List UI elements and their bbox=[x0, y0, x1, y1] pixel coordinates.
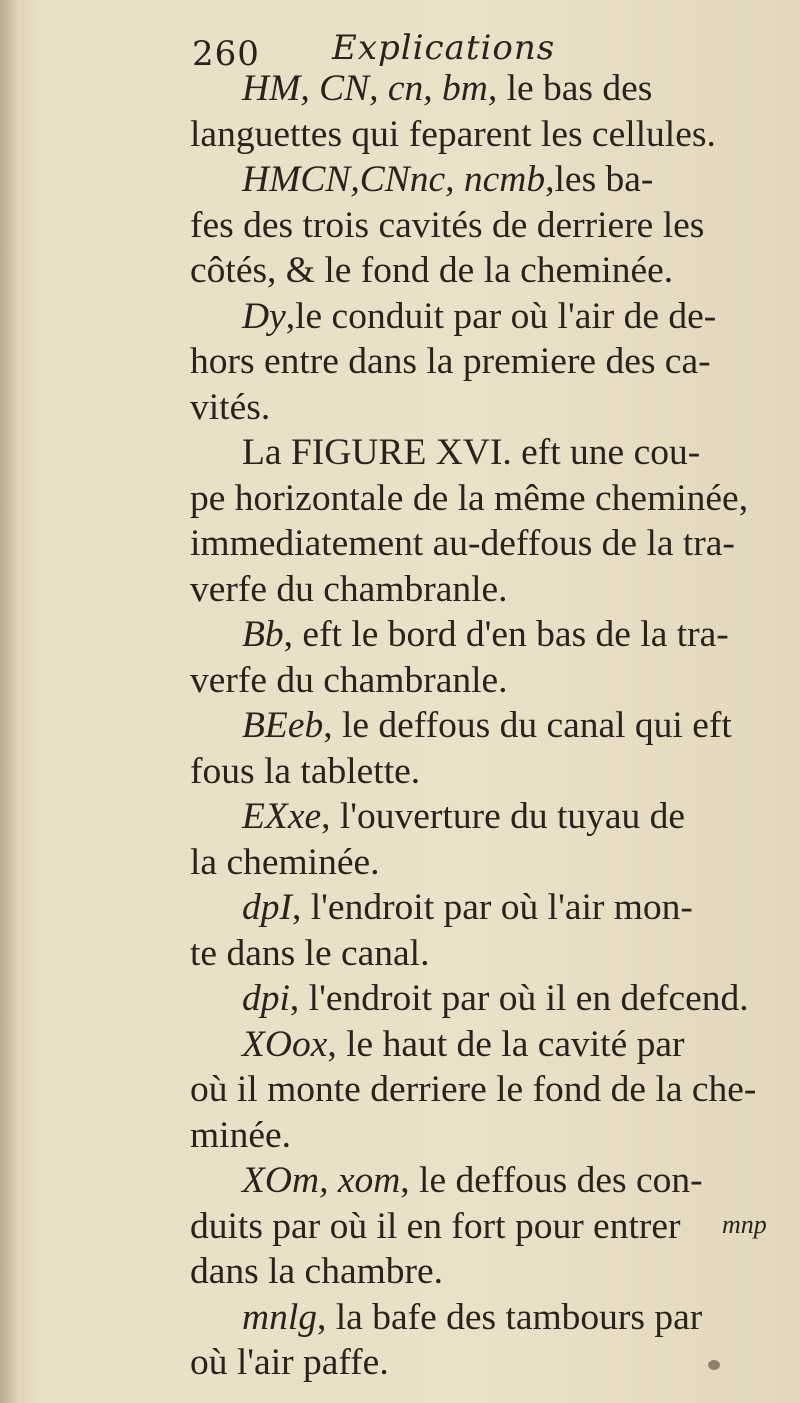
line-text: , le deffous des con- bbox=[400, 1160, 703, 1201]
line-text: languettes qui feparent les cellules. bbox=[190, 113, 716, 155]
line-text: ,le conduit par où l'air de de- bbox=[285, 295, 717, 337]
line-text: , la bafe des tambours par bbox=[317, 1296, 703, 1338]
line-text: , l'endroit par où il en defcend. bbox=[289, 978, 749, 1019]
text-line bbox=[190, 1067, 800, 1113]
line-text: hors entre dans la premiere des ca- bbox=[190, 341, 711, 382]
line-text: côtés, & le fond de la cheminée. bbox=[190, 250, 674, 291]
text-line bbox=[190, 385, 800, 431]
line-text: vités. bbox=[190, 386, 271, 428]
text-line bbox=[190, 703, 800, 749]
text-line bbox=[190, 203, 800, 249]
figure-label: BEeb bbox=[242, 705, 324, 746]
line-text: fes des trois cavités de derriere les bbox=[190, 204, 705, 246]
figure-label: mnlg bbox=[242, 1296, 317, 1338]
page-gutter-shadow bbox=[0, 0, 18, 1403]
line-text: , eft le bord d'en bas de la tra- bbox=[283, 614, 729, 655]
running-title: Explications bbox=[332, 28, 556, 68]
text-line bbox=[190, 1204, 800, 1250]
figure-label: Dy bbox=[242, 295, 286, 337]
line-text: minée. bbox=[190, 1114, 292, 1156]
text-line bbox=[190, 567, 800, 613]
figure-label: dpI bbox=[242, 887, 292, 928]
text-line bbox=[190, 794, 800, 840]
line-text: verfe du chambranle. bbox=[190, 568, 508, 610]
text-line bbox=[190, 658, 800, 704]
line-text: te dans le canal. bbox=[190, 932, 430, 974]
figure-label: HMCN,CNnc, ncmb, bbox=[242, 159, 555, 200]
line-text: où il monte derriere le fond de la che- bbox=[190, 1069, 757, 1110]
line-text: la cheminée. bbox=[190, 841, 380, 883]
text-line bbox=[190, 112, 800, 158]
line-text: le bas des bbox=[497, 68, 653, 109]
line-text: immediatement au-deffous de la tra- bbox=[190, 523, 735, 564]
text-line bbox=[190, 157, 800, 203]
line-text: fous la tablette. bbox=[190, 750, 421, 792]
figure-label: XOox bbox=[242, 1023, 328, 1065]
catchword: mnp bbox=[722, 1210, 767, 1239]
text-line bbox=[190, 521, 800, 567]
line-text: , le haut de la cavité par bbox=[327, 1023, 685, 1065]
text-line bbox=[190, 1158, 800, 1204]
text-line bbox=[190, 749, 800, 795]
line-text: les ba- bbox=[554, 159, 654, 200]
ink-smudge bbox=[708, 1360, 720, 1370]
text-line bbox=[190, 476, 800, 522]
text-line bbox=[190, 339, 800, 385]
line-text: , l'endroit par où l'air mon- bbox=[292, 887, 693, 928]
line-text: dans la chambre. bbox=[190, 1251, 444, 1292]
page-number: 260 bbox=[192, 34, 260, 74]
text-line bbox=[190, 885, 800, 931]
line-text: La FIGURE XVI. eft une cou- bbox=[242, 432, 701, 473]
text-line bbox=[190, 840, 800, 886]
text-line bbox=[190, 430, 800, 476]
line-text: pe horizontale de la même cheminée, bbox=[190, 477, 749, 519]
text-line bbox=[190, 1022, 800, 1068]
text-line bbox=[190, 931, 800, 977]
figure-label: EXxe bbox=[242, 796, 322, 837]
line-text: verfe du chambranle. bbox=[190, 659, 508, 701]
text-line bbox=[190, 248, 800, 294]
line-text: , l'ouverture du tuyau de bbox=[321, 796, 686, 837]
text-line bbox=[190, 1295, 800, 1341]
line-text: où l'air paffe. bbox=[190, 1342, 389, 1383]
figure-label: Bb bbox=[242, 614, 284, 655]
figure-label: XOm, xom bbox=[242, 1160, 401, 1201]
figure-label: HM, CN, cn, bm, bbox=[242, 68, 498, 109]
line-text: , le deffous du canal qui eft bbox=[323, 705, 732, 746]
text-line bbox=[190, 1249, 800, 1295]
text-line bbox=[190, 612, 800, 658]
text-line bbox=[190, 294, 800, 340]
body-text bbox=[190, 66, 800, 1386]
text-line bbox=[190, 976, 800, 1022]
line-text: duits par où il en fort pour entrer bbox=[190, 1205, 681, 1247]
text-line bbox=[190, 1113, 800, 1159]
text-line bbox=[190, 66, 800, 112]
figure-label: dpi bbox=[242, 978, 290, 1019]
